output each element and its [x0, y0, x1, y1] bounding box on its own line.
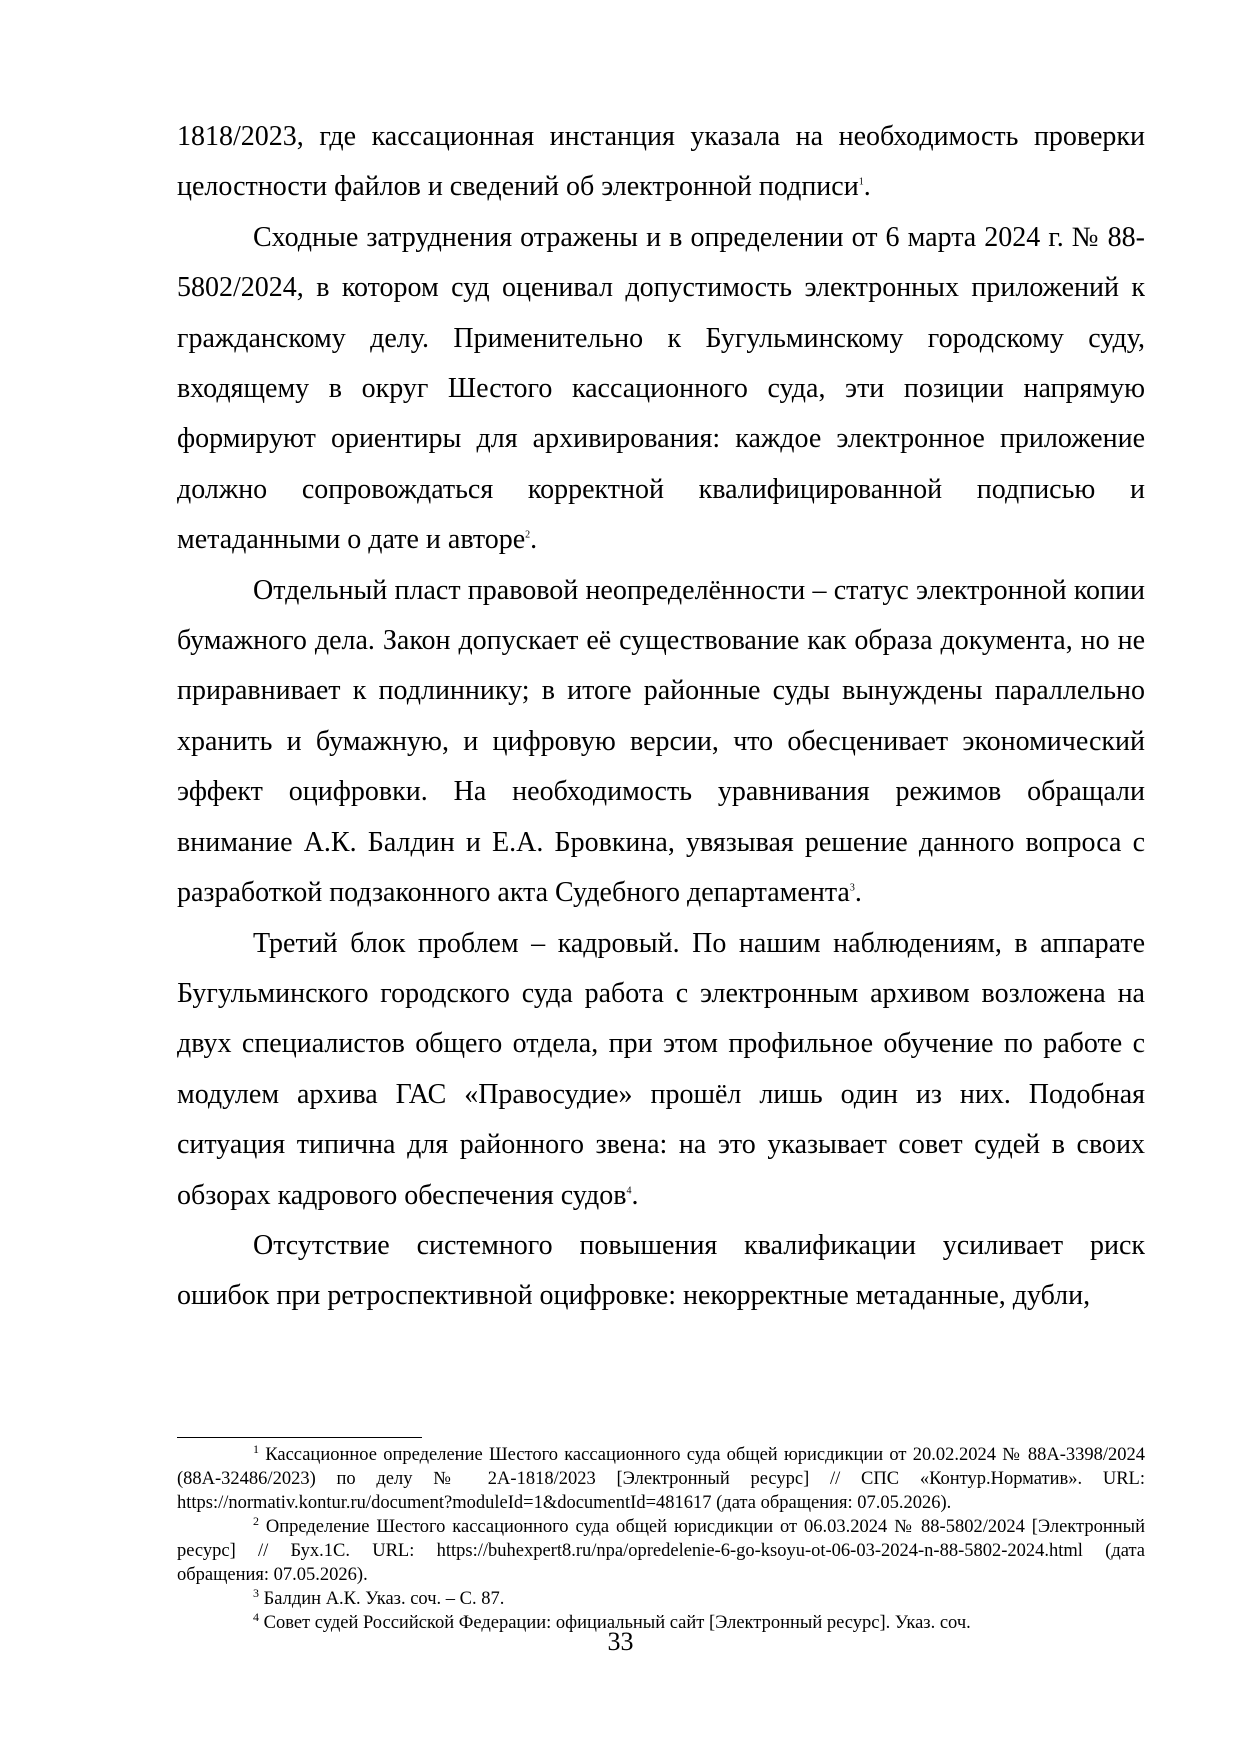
footnote-text: Совет судей Российской Федерации: официальный сайт [Электронный ресурс]. Указ. соч.	[263, 1613, 971, 1633]
paragraph-text: Отсутствие системного повышения квалификации усиливает риск ошибок при ретроспективной оцифровке: некорректные метаданные, дубли,	[177, 1229, 1145, 1312]
paragraph-tail: .	[530, 524, 538, 556]
footnote	[177, 1587, 1145, 1611]
page-number: 33	[607, 1627, 634, 1656]
paragraph	[177, 566, 1145, 919]
paragraph-tail: .	[863, 171, 871, 203]
main-text	[177, 112, 1145, 1322]
paragraph	[177, 919, 1145, 1221]
footnote-reference[interactable]: 1	[858, 177, 864, 189]
footnote	[177, 1515, 1145, 1587]
footnote-text: Кассационное определение Шестого кассационного суда общей юрисдикции от 20.02.2024 № 88А-3398/2024 (88А-32486/2023) по делу № 2А-1818/2023 [Электронный ресурс] // СПС «Контур.Норматив». URL: https://normativ.kontur.ru/document?moduleId=1&documentId=481617 (дата обращения: 07.05.2026).	[177, 1445, 1145, 1513]
footnote-number: 1	[253, 1441, 259, 1456]
footnote-text: Балдин А.К. Указ. соч. – С. 87.	[263, 1589, 505, 1609]
footnote-reference[interactable]: 4	[626, 1185, 632, 1197]
paragraph-tail: .	[631, 1179, 639, 1211]
footnote-reference[interactable]: 2	[525, 529, 531, 541]
footnote-reference[interactable]: 3	[849, 882, 855, 894]
footnote-number: 2	[253, 1513, 259, 1528]
footnote	[177, 1443, 1145, 1515]
paragraph	[177, 213, 1145, 566]
paragraph-tail: .	[854, 877, 862, 909]
footnotes	[177, 1443, 1145, 1635]
footnote-text: Определение Шестого кассационного суда общей юрисдикции от 06.03.2024 № 88-5802/2024 [Электронный ресурс] // Бух.1С. URL: https://buhexpert8.ru/npa/opredelenie-6-go-ksoyu-ot-06-03-2024-n-88-5802-2024.html (дата обращения: 07.05.2026).	[177, 1517, 1145, 1585]
footnote-number: 3	[253, 1585, 259, 1600]
footnote-separator	[177, 1437, 422, 1438]
paragraph-text: 1818/2023, где кассационная инстанция указала на необходимость проверки целостности файлов и сведений об электронной подписи	[177, 121, 1145, 203]
paragraph-text: Отдельный пласт правовой неопределённости – статус электронной копии бумажного дела. Закон допускает её существование как образа документа, но не приравнивает к подлиннику; в итоге районные суды вынуждены параллельно хранить и бумажную, и цифровую версии, что обесценивает экономический эффект оцифровки. На необходимость уравнивания режимов обращали внимание А.К. Балдин и Е.А. Бровкина, увязывая решение данного вопроса с разработкой подзаконного акта Судебного департамента	[177, 574, 1145, 909]
paragraph-continued	[177, 112, 1145, 213]
paragraph	[177, 1221, 1145, 1322]
paragraph-text: Третий блок проблем – кадровый. По нашим наблюдениям, в аппарате Бугульминского городского суда работа с электронным архивом возложена на двух специалистов общего отдела, при этом профильное обучение по работе с модулем архива ГАС «Правосудие» прошёл лишь один из них. Подобная ситуация типична для районного звена: на это указывает совет судей в своих обзорах кадрового обеспечения судов	[177, 927, 1145, 1211]
footnote-number: 4	[253, 1609, 259, 1624]
paragraph-text: Сходные затруднения отражены и в определении от 6 марта 2024 г. № 88-5802/2024, в котором суд оценивал допустимость электронных приложений к гражданскому делу. Применительно к Бугульминскому городскому суду, входящему в округ Шестого кассационного суда, эти позиции напрямую формируют ориентиры для архивирования: каждое электронное приложение должно сопровождаться корректной квалифицированной подписью и метаданными о дате и авторе	[177, 221, 1145, 556]
